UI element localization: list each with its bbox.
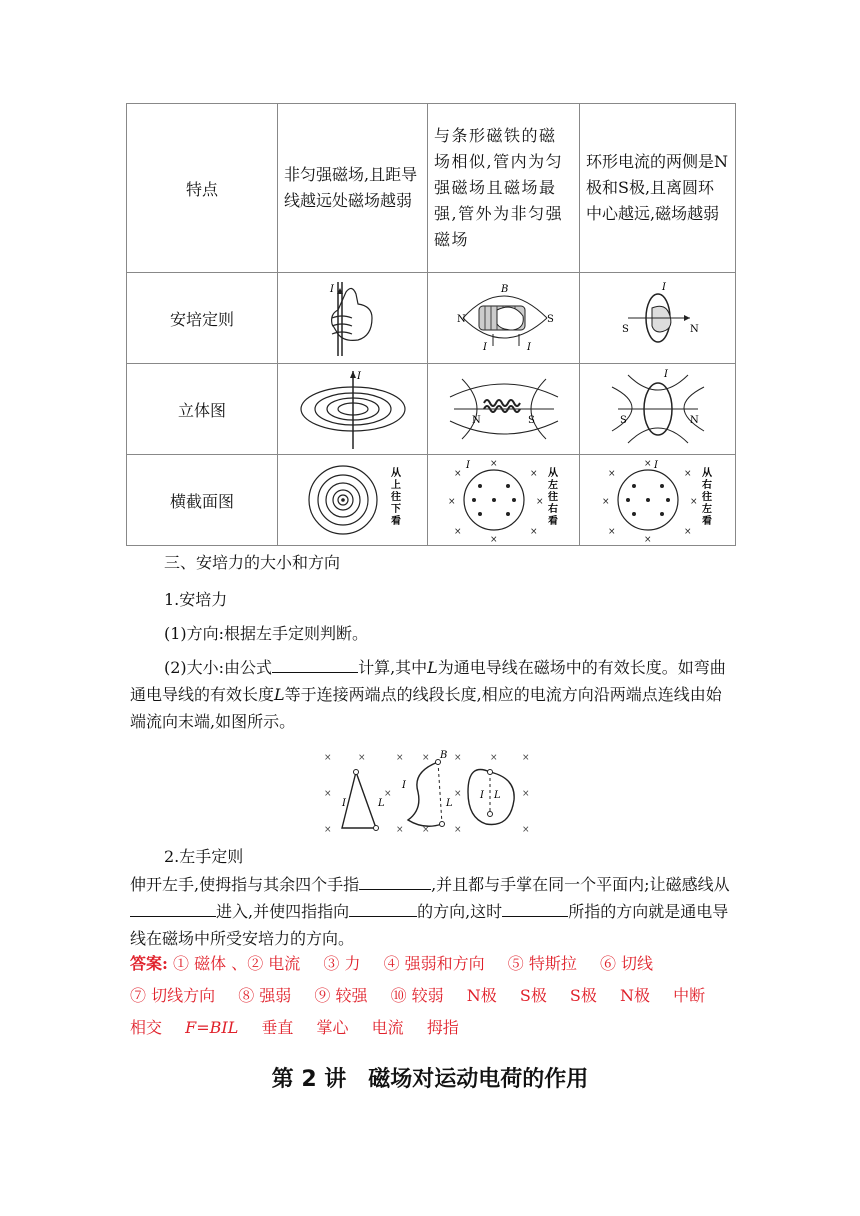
svg-text:×: ×	[358, 753, 366, 763]
svg-text:×: ×	[324, 789, 332, 799]
svg-text:从: 从	[390, 468, 401, 479]
svg-text:左: 左	[547, 480, 558, 491]
section-heading: 三、安培力的大小和方向	[164, 553, 341, 572]
answer-item: 拇指	[426, 1018, 459, 1037]
svg-text:×: ×	[607, 469, 616, 479]
svg-text:×: ×	[447, 497, 456, 507]
row-label-ampere-rule: 安培定则	[127, 273, 278, 364]
3d-solenoid-figure	[428, 364, 580, 455]
svg-text:左: 左	[701, 504, 712, 515]
paragraph-left-hand-rule: 伸开左手,使拇指与其余四个手指 ,并且都与手掌在同一个平面内;让磁感线从进入,并使四指指向 的方向,这时 所指的方向就是通电导线在磁场中所受安培力的方向。	[130, 875, 730, 948]
answer-item: F=BIL	[185, 1018, 239, 1037]
svg-text:S: S	[527, 415, 535, 426]
3d-straight-wire-figure	[278, 364, 428, 455]
svg-text:I: I	[342, 798, 346, 809]
svg-text:×: ×	[384, 789, 392, 799]
svg-text:I: I	[482, 342, 487, 353]
svg-text:I: I	[356, 371, 361, 382]
row-label-3d-view: 立体图	[127, 364, 278, 455]
svg-text:×: ×	[454, 753, 462, 763]
svg-text:×: ×	[490, 753, 498, 763]
svg-text:看: 看	[390, 516, 401, 527]
answer-item: ⑤ 特斯拉	[507, 954, 577, 973]
svg-text:N: N	[456, 314, 466, 325]
next-lesson-title: 第 2 讲 磁场对运动电荷的作用	[271, 1067, 589, 1092]
table-row-ampere-rule	[127, 273, 736, 364]
svg-text:×: ×	[529, 469, 538, 479]
svg-text:L: L	[446, 798, 453, 809]
feature-straight-wire: 非匀强磁场,且距导线越远处磁场越弱	[278, 104, 428, 273]
answer-item: ⑥ 切线	[599, 954, 654, 973]
answer-item: ⑨ 较强	[314, 986, 368, 1005]
svg-text:N: N	[689, 415, 699, 426]
table-row-3d-view	[127, 364, 736, 455]
svg-text:N: N	[471, 415, 481, 426]
svg-text:上: 上	[390, 480, 401, 491]
svg-text:×: ×	[422, 753, 430, 763]
svg-text:从: 从	[547, 468, 558, 479]
svg-text:I: I	[526, 342, 531, 353]
answer-item: ⑦ 切线方向	[130, 986, 216, 1005]
answer-item: 相交	[130, 1018, 163, 1037]
answer-item: ① 磁体 、② 电流	[173, 954, 301, 973]
cross-section-straight-wire-figure	[278, 455, 428, 546]
svg-text:×: ×	[683, 469, 692, 479]
svg-text:×: ×	[454, 789, 462, 799]
answer-item: ⑧ 强弱	[238, 986, 292, 1005]
svg-text:×: ×	[689, 497, 698, 507]
svg-text:×: ×	[453, 469, 462, 479]
feature-ring-current: 环形电流的两侧是N极和S极,且离圆环中心越远,磁场越弱	[580, 104, 736, 273]
svg-text:×: ×	[522, 789, 530, 799]
svg-text:下: 下	[390, 504, 401, 515]
paragraph-direction: (1)方向:根据左手定则判断。	[164, 624, 369, 643]
svg-text:B: B	[440, 750, 448, 761]
magnetic-field-table	[126, 103, 736, 546]
answers-block: 答案: ① 磁体 、② 电流 ③ 力 ④ 强弱和方向 ⑤ 特斯拉 ⑥ 切线 ⑦ 切线方向 ⑧ 强弱 ⑨ 较强 ⑩ 较弱 N极 S极 S极 N极 中断 相交 F=BIL 垂直 掌心 电流 拇指	[130, 948, 738, 1044]
svg-text:I: I	[465, 460, 470, 471]
answer-item: N极	[466, 986, 497, 1005]
svg-text:×: ×	[683, 527, 692, 537]
svg-text:×: ×	[522, 825, 530, 835]
answer-item: 中断	[673, 986, 706, 1005]
answer-item: ④ 强弱和方向	[383, 954, 485, 973]
svg-text:×: ×	[643, 459, 652, 469]
svg-text:×: ×	[324, 825, 332, 835]
svg-text:×: ×	[529, 527, 538, 537]
svg-text:×: ×	[422, 825, 430, 835]
paragraph-magnitude: (2)大小:由公式 计算,其中L为通电导线在磁场中的有效长度。如弯曲通电导线的有效长度L等于连接两端点的线段长度,相应的电流方向沿两端点连线由始端流向末端,如图所示。	[130, 658, 726, 731]
svg-text:S: S	[546, 314, 554, 325]
ampere-rule-solenoid-figure	[428, 273, 580, 364]
svg-text:I: I	[653, 460, 658, 471]
svg-text:L: L	[378, 798, 385, 809]
svg-text:看: 看	[701, 516, 712, 527]
svg-text:右: 右	[547, 504, 558, 515]
svg-text:往: 往	[547, 492, 558, 503]
svg-text:I: I	[329, 284, 334, 295]
answer-item: S极	[519, 986, 547, 1005]
blank-formula	[272, 656, 358, 673]
blank-2	[130, 900, 216, 917]
svg-text:×: ×	[643, 535, 652, 542]
svg-text:往: 往	[390, 492, 401, 503]
svg-text:S: S	[621, 324, 629, 335]
answer-item: ③ 力	[323, 954, 361, 973]
svg-text:看: 看	[547, 516, 558, 527]
answer-item: N极	[619, 986, 650, 1005]
svg-text:L: L	[494, 790, 501, 801]
subheading-left-hand-rule: 2.左手定则	[164, 847, 244, 866]
subheading-ampere-force: 1.安培力	[164, 590, 228, 609]
ampere-rule-straight-wire-figure	[278, 273, 428, 364]
table-row-features	[127, 104, 736, 273]
svg-text:×: ×	[489, 535, 498, 542]
svg-text:I: I	[402, 780, 406, 791]
svg-text:×: ×	[453, 527, 462, 537]
blank-1	[359, 873, 431, 890]
svg-text:×: ×	[396, 753, 404, 763]
cross-section-ring-figure	[580, 455, 736, 546]
answer-item: S极	[569, 986, 597, 1005]
3d-ring-figure	[580, 364, 736, 455]
feature-solenoid: 与条形磁铁的磁场相似,管内为匀强磁场且磁场最强,管外为非匀强磁场	[428, 104, 580, 273]
svg-text:×: ×	[535, 497, 544, 507]
ampere-rule-ring-figure	[580, 273, 736, 364]
row-label-cross-section: 横截面图	[127, 455, 278, 546]
svg-text:I: I	[480, 790, 484, 801]
answer-item: ⑩ 较弱	[390, 986, 444, 1005]
svg-text:N: N	[689, 324, 699, 335]
answer-item: 电流	[371, 1018, 404, 1037]
svg-text:×: ×	[522, 753, 530, 763]
svg-text:I: I	[663, 369, 668, 380]
svg-text:从: 从	[701, 468, 712, 479]
row-label-features: 特点	[127, 104, 278, 273]
svg-text:×: ×	[607, 527, 616, 537]
table-row-cross-section	[127, 455, 736, 546]
svg-text:往: 往	[701, 492, 712, 503]
svg-text:B: B	[500, 284, 508, 295]
svg-text:×: ×	[396, 825, 404, 835]
svg-text:S: S	[619, 415, 627, 426]
cross-section-solenoid-figure	[428, 455, 580, 546]
svg-text:×: ×	[454, 825, 462, 835]
effective-length-figure	[322, 748, 532, 836]
answer-item: 垂直	[261, 1018, 294, 1037]
blank-3	[349, 900, 417, 917]
blank-4	[502, 900, 568, 917]
answer-item: 掌心	[316, 1018, 349, 1037]
svg-text:右: 右	[701, 480, 712, 491]
svg-text:×: ×	[489, 459, 498, 469]
svg-text:×: ×	[601, 497, 610, 507]
svg-text:I: I	[661, 282, 666, 293]
svg-text:×: ×	[324, 753, 332, 763]
